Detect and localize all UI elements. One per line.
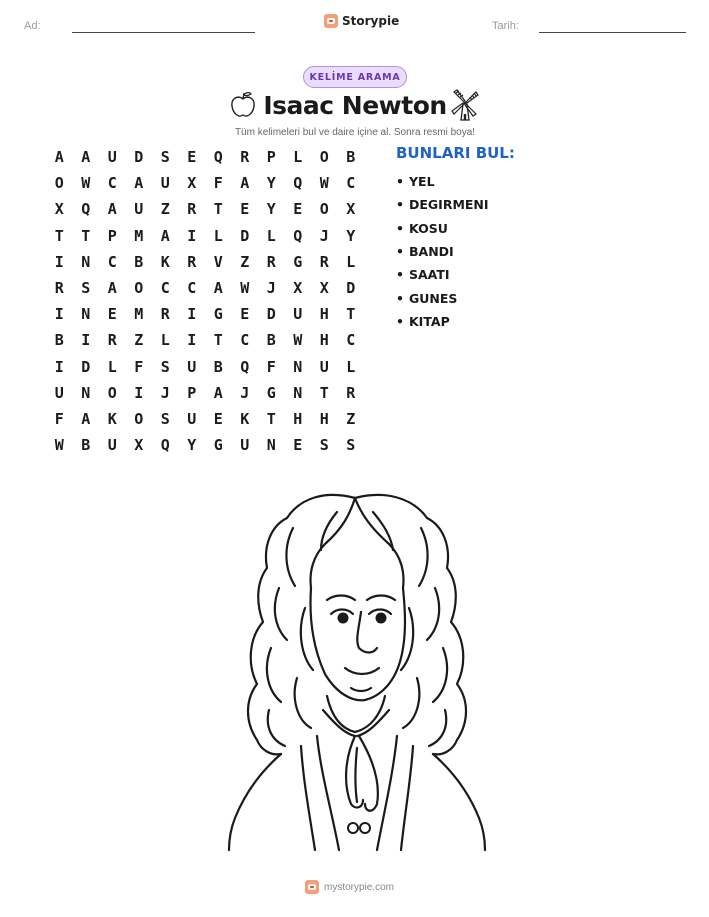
- word-text: YEL: [409, 174, 435, 190]
- grid-cell[interactable]: S: [160, 357, 170, 376]
- grid-cell[interactable]: R: [107, 331, 117, 350]
- grid-cell[interactable]: A: [81, 148, 91, 167]
- grid-cell[interactable]: W: [81, 174, 91, 193]
- grid-cell[interactable]: I: [134, 383, 144, 402]
- grid-cell[interactable]: A: [54, 148, 64, 167]
- grid-cell[interactable]: C: [346, 331, 356, 350]
- grid-cell[interactable]: U: [319, 357, 329, 376]
- grid-cell[interactable]: U: [107, 436, 117, 455]
- grid-cell[interactable]: Y: [266, 200, 276, 219]
- grid-cell[interactable]: E: [213, 409, 223, 428]
- grid-cell[interactable]: Q: [213, 148, 223, 167]
- grid-cell[interactable]: D: [266, 305, 276, 324]
- bullet-icon: •: [396, 290, 404, 306]
- storypie-logo-icon: [305, 880, 319, 894]
- grid-cell[interactable]: E: [293, 436, 303, 455]
- grid-cell[interactable]: Q: [160, 436, 170, 455]
- grid-cell[interactable]: S: [319, 436, 329, 455]
- grid-cell[interactable]: Q: [240, 357, 250, 376]
- grid-cell[interactable]: T: [213, 200, 223, 219]
- grid-cell[interactable]: Z: [240, 252, 250, 271]
- grid-cell[interactable]: I: [54, 305, 64, 324]
- word-list-title: BUNLARI BUL:: [396, 144, 515, 162]
- grid-cell[interactable]: X: [293, 279, 303, 298]
- grid-cell[interactable]: K: [160, 252, 170, 271]
- grid-cell[interactable]: I: [187, 226, 197, 245]
- grid-cell[interactable]: S: [81, 279, 91, 298]
- grid-cell[interactable]: H: [319, 409, 329, 428]
- footer-website[interactable]: mystorypie.com: [324, 881, 395, 893]
- grid-cell[interactable]: H: [319, 305, 329, 324]
- grid-cell[interactable]: V: [213, 252, 223, 271]
- grid-cell[interactable]: G: [266, 383, 276, 402]
- bullet-icon: •: [396, 220, 404, 236]
- grid-cell[interactable]: J: [160, 383, 170, 402]
- grid-cell[interactable]: Z: [134, 331, 144, 350]
- date-line[interactable]: [539, 32, 686, 33]
- grid-cell[interactable]: Y: [187, 436, 197, 455]
- grid-cell[interactable]: F: [266, 357, 276, 376]
- grid-cell[interactable]: Y: [346, 226, 356, 245]
- grid-cell[interactable]: I: [81, 331, 91, 350]
- grid-cell[interactable]: U: [54, 383, 64, 402]
- grid-cell[interactable]: H: [293, 409, 303, 428]
- grid-cell[interactable]: J: [240, 383, 250, 402]
- grid-cell[interactable]: C: [107, 174, 117, 193]
- grid-cell[interactable]: S: [160, 148, 170, 167]
- grid-cell[interactable]: B: [134, 252, 144, 271]
- grid-cell[interactable]: U: [240, 436, 250, 455]
- word-text: SAATI: [409, 267, 450, 283]
- grid-cell[interactable]: U: [107, 148, 117, 167]
- grid-cell[interactable]: L: [266, 226, 276, 245]
- grid-cell[interactable]: N: [293, 357, 303, 376]
- grid-cell[interactable]: I: [54, 252, 64, 271]
- grid-cell[interactable]: E: [107, 305, 117, 324]
- grid-cell[interactable]: E: [187, 148, 197, 167]
- grid-cell[interactable]: G: [293, 252, 303, 271]
- grid-cell[interactable]: R: [319, 252, 329, 271]
- grid-cell[interactable]: Q: [293, 174, 303, 193]
- grid-cell[interactable]: E: [293, 200, 303, 219]
- word-list-item: [396, 217, 489, 240]
- grid-cell[interactable]: X: [54, 200, 64, 219]
- grid-cell[interactable]: R: [346, 383, 356, 402]
- bullet-icon: •: [396, 267, 404, 283]
- grid-cell[interactable]: P: [107, 226, 117, 245]
- grid-cell[interactable]: A: [81, 409, 91, 428]
- word-text: GUNES: [409, 290, 458, 306]
- grid-cell[interactable]: N: [81, 252, 91, 271]
- grid-cell[interactable]: W: [293, 331, 303, 350]
- grid-cell[interactable]: A: [107, 279, 117, 298]
- grid-cell[interactable]: D: [81, 357, 91, 376]
- grid-cell[interactable]: B: [346, 148, 356, 167]
- grid-cell[interactable]: J: [266, 279, 276, 298]
- word-text: KITAP: [409, 313, 450, 329]
- grid-cell[interactable]: D: [346, 279, 356, 298]
- name-line[interactable]: [72, 32, 255, 33]
- grid-cell[interactable]: U: [293, 305, 303, 324]
- bullet-icon: •: [396, 174, 404, 190]
- grid-cell[interactable]: G: [213, 436, 223, 455]
- isaac-newton-coloring-illustration[interactable]: [205, 488, 505, 853]
- word-list: [396, 170, 489, 333]
- storypie-logo-icon: [324, 14, 338, 28]
- grid-cell[interactable]: G: [213, 305, 223, 324]
- grid-cell[interactable]: R: [187, 252, 197, 271]
- grid-cell[interactable]: M: [134, 226, 144, 245]
- word-search-grid[interactable]: [46, 144, 366, 458]
- grid-cell[interactable]: U: [134, 200, 144, 219]
- grid-cell[interactable]: O: [107, 383, 117, 402]
- grid-cell[interactable]: M: [134, 305, 144, 324]
- grid-cell[interactable]: L: [160, 331, 170, 350]
- grid-cell[interactable]: Y: [266, 174, 276, 193]
- grid-cell[interactable]: P: [266, 148, 276, 167]
- grid-cell[interactable]: X: [346, 200, 356, 219]
- grid-cell[interactable]: N: [293, 383, 303, 402]
- grid-cell[interactable]: T: [266, 409, 276, 428]
- grid-cell[interactable]: R: [187, 200, 197, 219]
- grid-cell[interactable]: B: [266, 331, 276, 350]
- grid-cell[interactable]: R: [240, 148, 250, 167]
- grid-cell[interactable]: I: [54, 357, 64, 376]
- grid-cell[interactable]: O: [319, 200, 329, 219]
- grid-cell[interactable]: O: [134, 409, 144, 428]
- grid-cell[interactable]: K: [240, 409, 250, 428]
- activity-badge: KELİME ARAMA: [303, 66, 407, 88]
- bullet-icon: •: [396, 244, 404, 260]
- name-label: Ad:: [24, 20, 41, 32]
- word-list-item: [396, 263, 489, 286]
- grid-cell[interactable]: W: [240, 279, 250, 298]
- grid-cell[interactable]: A: [213, 383, 223, 402]
- grid-cell[interactable]: P: [187, 383, 197, 402]
- grid-cell[interactable]: N: [266, 436, 276, 455]
- grid-cell[interactable]: R: [160, 305, 170, 324]
- grid-cell[interactable]: C: [160, 279, 170, 298]
- grid-cell[interactable]: X: [187, 174, 197, 193]
- word-list-item: [396, 286, 489, 309]
- grid-cell[interactable]: K: [107, 409, 117, 428]
- footer: [305, 880, 394, 894]
- grid-cell[interactable]: L: [213, 226, 223, 245]
- grid-cell[interactable]: I: [187, 305, 197, 324]
- word-text: BANDI: [409, 244, 454, 260]
- grid-cell[interactable]: D: [134, 148, 144, 167]
- grid-cell[interactable]: X: [319, 279, 329, 298]
- grid-cell[interactable]: E: [240, 305, 250, 324]
- grid-cell[interactable]: R: [54, 279, 64, 298]
- grid-cell[interactable]: R: [266, 252, 276, 271]
- grid-cell[interactable]: S: [160, 409, 170, 428]
- grid-cell[interactable]: L: [293, 148, 303, 167]
- grid-cell[interactable]: L: [346, 252, 356, 271]
- word-list-item: [396, 193, 489, 216]
- grid-cell[interactable]: U: [160, 174, 170, 193]
- grid-cell[interactable]: O: [134, 279, 144, 298]
- bullet-icon: •: [396, 197, 404, 213]
- word-text: KOSU: [409, 220, 448, 236]
- word-list-item: [396, 310, 489, 333]
- grid-cell[interactable]: L: [107, 357, 117, 376]
- grid-cell[interactable]: C: [346, 174, 356, 193]
- grid-cell[interactable]: A: [107, 200, 117, 219]
- grid-cell[interactable]: B: [213, 357, 223, 376]
- grid-cell[interactable]: N: [81, 383, 91, 402]
- grid-cell[interactable]: A: [213, 279, 223, 298]
- grid-cell[interactable]: O: [319, 148, 329, 167]
- brand-logo: [324, 14, 399, 28]
- grid-cell[interactable]: W: [54, 436, 64, 455]
- grid-cell[interactable]: B: [54, 331, 64, 350]
- grid-cell[interactable]: C: [107, 252, 117, 271]
- grid-cell[interactable]: J: [319, 226, 329, 245]
- windmill-icon: [450, 88, 480, 122]
- grid-cell[interactable]: D: [240, 226, 250, 245]
- grid-cell[interactable]: C: [240, 331, 250, 350]
- bullet-icon: •: [396, 313, 404, 329]
- instructions: Tüm kelimeleri bul ve daire içine al. Sonra resmi boya!: [234, 127, 476, 138]
- grid-cell[interactable]: Z: [160, 200, 170, 219]
- grid-cell[interactable]: X: [134, 436, 144, 455]
- grid-cell[interactable]: A: [160, 226, 170, 245]
- grid-cell[interactable]: I: [187, 331, 197, 350]
- word-list-item: [396, 240, 489, 263]
- grid-cell[interactable]: U: [187, 357, 197, 376]
- grid-cell[interactable]: T: [54, 226, 64, 245]
- grid-cell[interactable]: O: [54, 174, 64, 193]
- grid-cell[interactable]: Q: [81, 200, 91, 219]
- grid-cell[interactable]: T: [319, 383, 329, 402]
- word-list-item: [396, 170, 489, 193]
- grid-cell[interactable]: N: [81, 305, 91, 324]
- grid-cell[interactable]: S: [346, 436, 356, 455]
- grid-cell[interactable]: H: [319, 331, 329, 350]
- grid-cell[interactable]: B: [81, 436, 91, 455]
- grid-cell[interactable]: W: [319, 174, 329, 193]
- grid-cell[interactable]: T: [346, 305, 356, 324]
- grid-cell[interactable]: A: [240, 174, 250, 193]
- word-text: DEGIRMENI: [409, 197, 489, 213]
- grid-cell[interactable]: A: [134, 174, 144, 193]
- brand-name: Storypie: [342, 14, 400, 28]
- grid-cell[interactable]: F: [134, 357, 144, 376]
- grid-cell[interactable]: Q: [293, 226, 303, 245]
- grid-cell[interactable]: T: [81, 226, 91, 245]
- grid-cell[interactable]: E: [240, 200, 250, 219]
- apple-icon: [228, 90, 258, 120]
- date-label: Tarih:: [492, 20, 519, 32]
- grid-cell[interactable]: C: [187, 279, 197, 298]
- grid-cell[interactable]: Z: [346, 409, 356, 428]
- grid-cell[interactable]: L: [346, 357, 356, 376]
- grid-cell[interactable]: F: [54, 409, 64, 428]
- page-title: Isaac Newton: [263, 91, 447, 120]
- grid-cell[interactable]: F: [213, 174, 223, 193]
- grid-cell[interactable]: T: [213, 331, 223, 350]
- grid-cell[interactable]: U: [187, 409, 197, 428]
